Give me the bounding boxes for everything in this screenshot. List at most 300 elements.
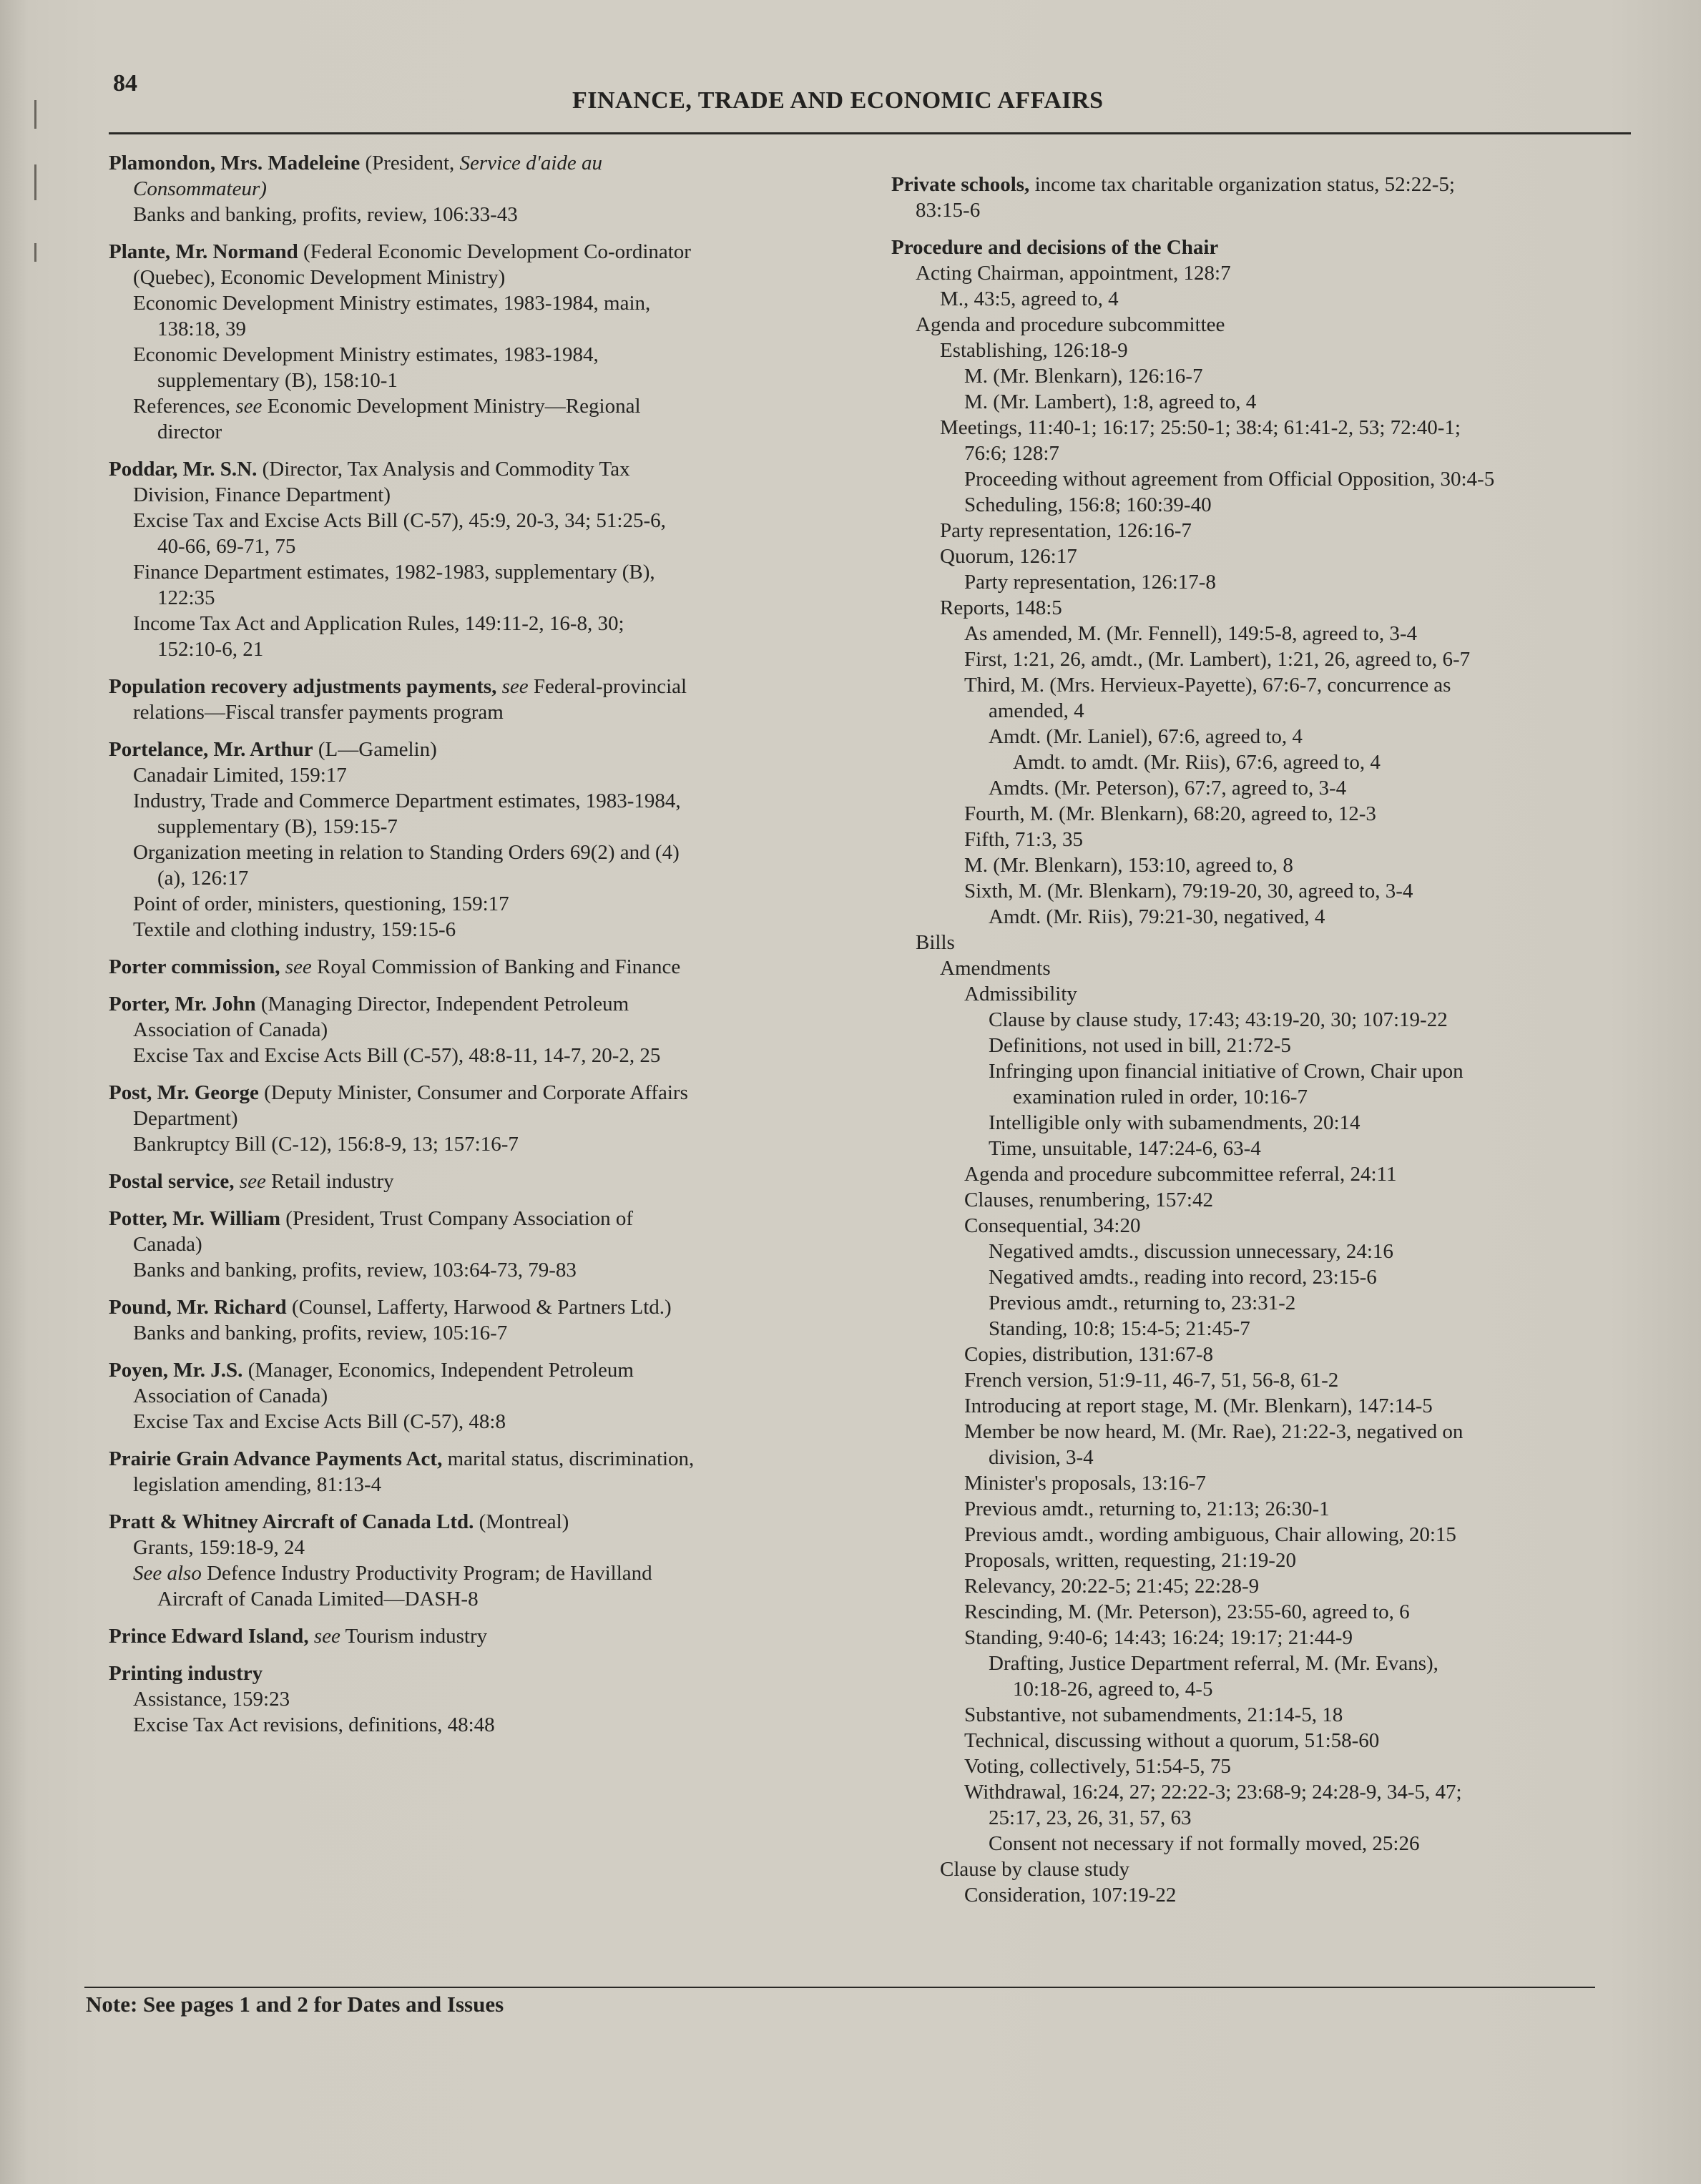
entry-text: Negatived amdts., discussion unnecessary, 24:16 [989, 1240, 1393, 1263]
index-subentry-line [891, 1728, 1635, 1753]
entry-text: Clause by clause study, 17:43; 43:19-20, 30; 107:19-22 [989, 1008, 1448, 1031]
entry-text: Agenda and procedure subcommittee referral, 24:11 [964, 1163, 1397, 1186]
entry-text: Standing, 9:40-6; 14:43; 16:24; 19:17; 21:44-9 [964, 1626, 1353, 1649]
entry-heading: Plante, Mr. Normand [109, 240, 298, 263]
index-subentry-line [891, 1058, 1635, 1084]
index-entry [109, 1446, 867, 1497]
index-subentry-line [109, 917, 867, 943]
index-subentry-line [109, 419, 867, 445]
entry-heading: Procedure and decisions of the Chair [891, 236, 1219, 259]
entry-text: Assistance, 159:23 [133, 1688, 290, 1711]
index-subentry-line [891, 775, 1635, 801]
index-subentry-line [891, 492, 1635, 518]
index-subentry-line [109, 1686, 867, 1712]
entry-text: Grants, 159:18-9, 24 [133, 1536, 305, 1559]
entry-text: Tourism industry [340, 1625, 488, 1648]
index-heading-line [109, 1446, 867, 1472]
index-subentry-line [109, 342, 867, 368]
entry-text: Drafting, Justice Department referral, M. (Mr. Evans), [989, 1652, 1438, 1675]
entry-text: Amdt. (Mr. Riis), 79:21-30, negatived, 4 [989, 905, 1325, 928]
entry-text: Party representation, 126:17-8 [964, 571, 1216, 594]
entry-text: Division, Finance Department) [133, 483, 391, 506]
index-subentry-line [891, 852, 1635, 878]
entry-text: Definitions, not used in bill, 21:72-5 [989, 1034, 1291, 1057]
index-heading-line [109, 1206, 867, 1231]
index-subentry-line [891, 1239, 1635, 1264]
entry-text: 10:18-26, agreed to, 4-5 [1013, 1678, 1213, 1701]
index-subentry-line [891, 1753, 1635, 1779]
entry-heading: Poyen, Mr. J.S. [109, 1359, 243, 1382]
entry-text: (Federal Economic Development Co-ordinator [298, 240, 691, 263]
entry-text: Time, unsuitable, 147:24-6, 63-4 [989, 1137, 1261, 1160]
entry-text: (Managing Director, Independent Petroleum [255, 993, 629, 1015]
index-subentry-line [109, 1560, 867, 1586]
index-subentry-line [891, 1264, 1635, 1290]
index-subentry-line [109, 508, 867, 533]
entry-text: Introducing at report stage, M. (Mr. Blenkarn), 147:14-5 [964, 1394, 1433, 1417]
index-subentry-line [891, 1676, 1635, 1702]
entry-text: 76:6; 128:7 [964, 442, 1059, 465]
entry-text: Agenda and procedure subcommittee [916, 313, 1225, 336]
entry-text: see [239, 1170, 266, 1193]
entry-text: Clause by clause study [940, 1858, 1129, 1881]
index-subentry-line [891, 1419, 1635, 1445]
index-heading-line [109, 1080, 867, 1106]
index-subentry-line [109, 482, 867, 508]
index-subentry-line [109, 176, 867, 202]
entry-text: Defence Industry Productivity Program; de Havilland [201, 1562, 652, 1585]
entry-text [280, 955, 285, 978]
index-entry [109, 737, 867, 943]
index-subentry-line [109, 1535, 867, 1560]
index-entry [109, 1206, 867, 1283]
entry-text: Department) [133, 1107, 238, 1130]
index-subentry-line [109, 393, 867, 419]
index-heading-line [109, 991, 867, 1017]
index-subentry-line [891, 698, 1635, 724]
entry-text: Infringing upon financial initiative of Crown, Chair upon [989, 1060, 1464, 1083]
entry-text: Association of Canada) [133, 1384, 328, 1407]
index-subentry-line [109, 1586, 867, 1612]
entry-text: Economic Development Ministry estimates, 1983-1984, [133, 343, 599, 366]
index-subentry-line [891, 1625, 1635, 1651]
entry-text: legislation amending, 81:13-4 [133, 1473, 382, 1496]
index-subentry-line [891, 1367, 1635, 1393]
entry-text: Amdt. to amdt. (Mr. Riis), 67:6, agreed to, 4 [1013, 751, 1381, 774]
index-subentry-line [891, 569, 1635, 595]
binding-mark [34, 100, 36, 129]
entry-text: Previous amdt., returning to, 23:31-2 [989, 1292, 1296, 1314]
index-subentry-line [109, 290, 867, 316]
entry-heading: Poddar, Mr. S.N. [109, 458, 258, 481]
index-entry [109, 456, 867, 662]
entry-text: (Director, Tax Analysis and Commodity Tax [257, 458, 630, 481]
entry-text: Finance Department estimates, 1982-1983, supplementary (B), [133, 561, 655, 584]
index-subentry-line [891, 1136, 1635, 1161]
index-subentry-line [109, 1409, 867, 1435]
index-subentry-line [891, 981, 1635, 1007]
index-entry [891, 172, 1635, 223]
index-entry [109, 1357, 867, 1435]
entry-text: Previous amdt., returning to, 21:13; 26:30-1 [964, 1497, 1330, 1520]
index-subentry-line [891, 672, 1635, 698]
entry-text: First, 1:21, 26, amdt., (Mr. Lambert), 1:21, 26, agreed to, 6-7 [964, 648, 1471, 671]
entry-text: Establishing, 126:18-9 [940, 339, 1128, 362]
index-subentry-line [891, 1393, 1635, 1419]
entry-text: Consideration, 107:19-22 [964, 1884, 1177, 1907]
entry-text: Amdts. (Mr. Peterson), 67:7, agreed to, 3-4 [989, 777, 1347, 800]
entry-text: see [501, 675, 529, 698]
index-heading-line [891, 172, 1635, 197]
entry-text: income tax charitable organization status, 52:22-5; [1029, 173, 1455, 196]
index-subentry-line [109, 1472, 867, 1497]
index-subentry-line [891, 543, 1635, 569]
entry-text: Industry, Trade and Commerce Department estimates, 1983-1984, [133, 790, 681, 812]
index-subentry-line [891, 1882, 1635, 1908]
index-subentry-line [109, 788, 867, 814]
entry-text: Amdt. (Mr. Laniel), 67:6, agreed to, 4 [989, 725, 1303, 748]
index-subentry-line [891, 1651, 1635, 1676]
entry-text: Consommateur) [133, 177, 267, 200]
entry-text: Textile and clothing industry, 159:15-6 [133, 918, 456, 941]
entry-text: Excise Tax and Excise Acts Bill (C-57), 48:8 [133, 1410, 506, 1433]
index-entry [109, 1623, 867, 1649]
entry-text: Banks and banking, profits, review, 105:16-7 [133, 1322, 508, 1344]
index-subentry-line [891, 904, 1635, 930]
entry-text: Retail industry [265, 1170, 394, 1193]
entry-text: (a), 126:17 [157, 867, 249, 890]
entry-text: See also [133, 1562, 202, 1585]
index-subentry-line [891, 415, 1635, 441]
index-subentry-line [891, 827, 1635, 852]
header-rule [109, 132, 1631, 134]
index-subentry-line [891, 1496, 1635, 1522]
index-subentry-line [891, 466, 1635, 492]
entry-text: Bills [916, 931, 955, 954]
entry-text: M. (Mr. Blenkarn), 126:16-7 [964, 365, 1203, 388]
entry-text: M., 43:5, agreed to, 4 [940, 287, 1119, 310]
index-entry [109, 1294, 867, 1346]
entry-heading: Potter, Mr. William [109, 1207, 281, 1230]
index-entry [109, 1661, 867, 1738]
entry-heading: Portelance, Mr. Arthur [109, 738, 313, 761]
index-heading-line [109, 456, 867, 482]
index-subentry-line [891, 1316, 1635, 1342]
index-subentry-line [109, 699, 867, 725]
entry-text: director [157, 420, 222, 443]
index-subentry-line [891, 1007, 1635, 1033]
index-subentry-line [891, 1445, 1635, 1470]
footnote: Note: See pages 1 and 2 for Dates and Issues [86, 1992, 504, 2017]
entry-text: Economic Development Ministry estimates, 1983-1984, main, [133, 292, 651, 315]
index-heading-line [109, 674, 867, 699]
entry-text: Sixth, M. (Mr. Blenkarn), 79:19-20, 30, agreed to, 3-4 [964, 880, 1413, 902]
entry-text: References, [133, 395, 236, 418]
entry-text: Party representation, 126:16-7 [940, 519, 1192, 542]
entry-text: marital status, discrimination, [442, 1447, 695, 1470]
entry-text: Federal-provincial [528, 675, 687, 698]
index-subentry-line [109, 316, 867, 342]
index-subentry-line [891, 801, 1635, 827]
index-subentry-line [891, 389, 1635, 415]
entry-text: French version, 51:9-11, 46-7, 51, 56-8, 61-2 [964, 1369, 1339, 1392]
entry-text: Substantive, not subamendments, 21:14-5, 18 [964, 1703, 1343, 1726]
index-subentry-line [109, 636, 867, 662]
index-subentry-line [891, 363, 1635, 389]
index-entry [109, 1509, 867, 1612]
entry-text: see [313, 1625, 340, 1648]
index-subentry-line [891, 646, 1635, 672]
index-heading-line [109, 737, 867, 762]
entry-text: Income Tax Act and Application Rules, 149:11-2, 16-8, 30; [133, 612, 624, 635]
entry-heading: Post, Mr. George [109, 1081, 259, 1104]
index-subentry-line [891, 878, 1635, 904]
index-subentry-line [891, 441, 1635, 466]
index-subentry-line [109, 265, 867, 290]
index-subentry-line [109, 585, 867, 611]
index-subentry-line [109, 891, 867, 917]
entry-text: Consequential, 34:20 [964, 1214, 1141, 1237]
index-heading-line [109, 1623, 867, 1649]
index-heading-line [109, 150, 867, 176]
index-subentry-line [891, 955, 1635, 981]
index-subentry-line [891, 518, 1635, 543]
entry-text: Voting, collectively, 51:54-5, 75 [964, 1755, 1231, 1778]
index-subentry-line [109, 840, 867, 865]
entry-text: Meetings, 11:40-1; 16:17; 25:50-1; 38:4; 61:41-2, 53; 72:40-1; [940, 416, 1461, 439]
index-subentry-line [891, 1084, 1635, 1110]
index-heading-line [109, 1294, 867, 1320]
index-subentry-line [109, 1043, 867, 1068]
entry-text: 138:18, 39 [157, 318, 247, 340]
index-entry [109, 1080, 867, 1157]
index-subentry-line [891, 621, 1635, 646]
entry-text: Withdrawal, 16:24, 27; 22:22-3; 23:68-9; 24:28-9, 34-5, 47; [964, 1781, 1462, 1804]
entry-text: Copies, distribution, 131:67-8 [964, 1343, 1213, 1366]
index-subentry-line [891, 930, 1635, 955]
entry-text: (L—Gamelin) [313, 738, 437, 761]
entry-text: Negatived amdts., reading into record, 23:15-6 [989, 1266, 1377, 1289]
index-entry [109, 954, 867, 980]
entry-heading: Population recovery adjustments payments, [109, 675, 497, 698]
index-heading-line [109, 1509, 867, 1535]
entry-heading: Pratt & Whitney Aircraft of Canada Ltd. [109, 1510, 474, 1533]
entry-text: Excise Tax and Excise Acts Bill (C-57), 45:9, 20-3, 34; 51:25-6, [133, 509, 666, 532]
index-heading-line [109, 1661, 867, 1686]
index-subentry-line [109, 1106, 867, 1131]
index-subentry-line [891, 197, 1635, 223]
index-subentry-line [109, 1131, 867, 1157]
entry-text: Excise Tax Act revisions, definitions, 48:48 [133, 1713, 495, 1736]
entry-text [235, 1170, 240, 1193]
index-subentry-line [891, 1470, 1635, 1496]
entry-text: examination ruled in order, 10:16-7 [1013, 1086, 1308, 1108]
entry-text: Banks and banking, profits, review, 103:64-73, 79-83 [133, 1259, 577, 1282]
entry-text: Scheduling, 156:8; 160:39-40 [964, 493, 1212, 516]
entry-text: Minister's proposals, 13:16-7 [964, 1472, 1206, 1495]
entry-text: Quorum, 126:17 [940, 545, 1077, 568]
entry-text: Point of order, ministers, questioning, 159:17 [133, 892, 509, 915]
index-subentry-line [891, 260, 1635, 286]
index-subentry-line [891, 749, 1635, 775]
entry-text: M. (Mr. Lambert), 1:8, agreed to, 4 [964, 390, 1257, 413]
entry-text: Member be now heard, M. (Mr. Rae), 21:22-3, negatived on [964, 1420, 1464, 1443]
entry-text: division, 3-4 [989, 1446, 1094, 1469]
entry-text: (President, [360, 152, 460, 174]
entry-heading: Porter commission, [109, 955, 280, 978]
entry-text: relations—Fiscal transfer payments program [133, 701, 504, 724]
entry-heading: Pound, Mr. Richard [109, 1296, 287, 1319]
entry-text: Service d'aide au [459, 152, 603, 174]
index-heading-line [109, 239, 867, 265]
entry-text: Bankruptcy Bill (C-12), 156:8-9, 13; 157:16-7 [133, 1133, 519, 1156]
entry-text: Economic Development Ministry—Regional [262, 395, 641, 418]
entry-text: amended, 4 [989, 699, 1084, 722]
entry-text: Excise Tax and Excise Acts Bill (C-57), 48:8-11, 14-7, 20-2, 25 [133, 1044, 661, 1067]
index-subentry-line [109, 202, 867, 227]
entry-text: Organization meeting in relation to Standing Orders 69(2) and (4) [133, 841, 680, 864]
index-subentry-line [891, 1290, 1635, 1316]
entry-text: see [285, 955, 312, 978]
index-column-left [109, 150, 867, 1749]
index-subentry-line [109, 1017, 867, 1043]
entry-text: supplementary (B), 159:15-7 [157, 815, 398, 838]
index-entry [891, 235, 1635, 1908]
entry-text: Royal Commission of Banking and Finance [311, 955, 681, 978]
entry-text: Association of Canada) [133, 1018, 328, 1041]
entry-text: Acting Chairman, appointment, 128:7 [916, 262, 1231, 285]
entry-heading: Postal service, [109, 1170, 235, 1193]
index-entry [109, 991, 867, 1068]
index-subentry-line [891, 1805, 1635, 1831]
entry-text: Relevancy, 20:22-5; 21:45; 22:28-9 [964, 1575, 1260, 1598]
index-subentry-line [891, 1187, 1635, 1213]
entry-text: Canadair Limited, 159:17 [133, 764, 347, 787]
index-subentry-line [891, 312, 1635, 338]
entry-heading: Prairie Grain Advance Payments Act, [109, 1447, 443, 1470]
entry-text: (Quebec), Economic Development Ministry) [133, 266, 506, 289]
binding-mark [34, 243, 36, 262]
entry-text: (Deputy Minister, Consumer and Corporate Affairs [258, 1081, 688, 1104]
entry-heading: Porter, Mr. John [109, 993, 256, 1015]
entry-text: Third, M. (Mrs. Hervieux-Payette), 67:6-7, concurrence as [964, 674, 1451, 697]
entry-text: Rescinding, M. (Mr. Peterson), 23:55-60, agreed to, 6 [964, 1600, 1410, 1623]
index-subentry-line [891, 1213, 1635, 1239]
entry-heading: Private schools, [891, 173, 1030, 196]
index-entry [109, 150, 867, 227]
running-head: FINANCE, TRADE AND ECONOMIC AFFAIRS [572, 87, 1104, 114]
index-subentry-line [891, 595, 1635, 621]
index-subentry-line [891, 1831, 1635, 1856]
index-subentry-line [109, 1383, 867, 1409]
index-subentry-line [891, 1342, 1635, 1367]
index-subentry-line [891, 286, 1635, 312]
entry-text: Amendments [940, 957, 1051, 980]
index-subentry-line [891, 724, 1635, 749]
index-subentry-line [891, 1573, 1635, 1599]
index-subentry-line [891, 1856, 1635, 1882]
entry-text: supplementary (B), 158:10-1 [157, 369, 398, 392]
index-subentry-line [109, 533, 867, 559]
entry-text: Previous amdt., wording ambiguous, Chair allowing, 20:15 [964, 1523, 1456, 1546]
index-subentry-line [109, 559, 867, 585]
entry-text [496, 675, 501, 698]
entry-text: (Counsel, Lafferty, Harwood & Partners Ltd.) [286, 1296, 672, 1319]
entry-text: Proceeding without agreement from Official Opposition, 30:4-5 [964, 468, 1495, 491]
entry-text: Intelligible only with subamendments, 20:14 [989, 1111, 1361, 1134]
entry-text: see [235, 395, 263, 418]
index-heading-line [109, 954, 867, 980]
entry-text: Consent not necessary if not formally moved, 25:26 [989, 1832, 1420, 1855]
index-subentry-line [891, 1110, 1635, 1136]
page-number: 84 [113, 70, 137, 97]
index-heading-line [109, 1357, 867, 1383]
entry-text: Reports, 148:5 [940, 596, 1062, 619]
index-subentry-line [891, 338, 1635, 363]
entry-text: Proposals, written, requesting, 21:19-20 [964, 1549, 1296, 1572]
entry-text: 83:15-6 [916, 199, 981, 222]
entry-text: M. (Mr. Blenkarn), 153:10, agreed to, 8 [964, 854, 1293, 877]
entry-text: Clauses, renumbering, 157:42 [964, 1189, 1213, 1211]
entry-text: 25:17, 23, 26, 31, 57, 63 [989, 1806, 1192, 1829]
index-subentry-line [891, 1033, 1635, 1058]
entry-text: Admissibility [964, 983, 1077, 1005]
index-subentry-line [891, 1702, 1635, 1728]
entry-text: Aircraft of Canada Limited—DASH-8 [157, 1588, 479, 1610]
index-subentry-line [891, 1779, 1635, 1805]
index-subentry-line [891, 1599, 1635, 1625]
entry-text: Fifth, 71:3, 35 [964, 828, 1083, 851]
index-subentry-line [109, 1712, 867, 1738]
index-subentry-line [109, 1231, 867, 1257]
index-subentry-line [109, 814, 867, 840]
entry-heading: Plamondon, Mrs. Madeleine [109, 152, 361, 174]
entry-text: 152:10-6, 21 [157, 638, 264, 661]
entry-text: Canada) [133, 1233, 202, 1256]
entry-text: (President, Trust Company Association of [280, 1207, 634, 1230]
index-subentry-line [891, 1522, 1635, 1548]
entry-text: (Montreal) [474, 1510, 569, 1533]
index-entry [109, 239, 867, 445]
index-subentry-line [109, 1320, 867, 1346]
index-subentry-line [109, 368, 867, 393]
index-subentry-line [109, 611, 867, 636]
footer-rule [84, 1987, 1595, 1988]
entry-heading: Printing industry [109, 1662, 263, 1685]
entry-text: 122:35 [157, 586, 215, 609]
index-entry [109, 1169, 867, 1194]
entry-text: (Manager, Economics, Independent Petroleum [242, 1359, 634, 1382]
index-entry [109, 674, 867, 725]
binding-mark [34, 164, 36, 200]
index-heading-line [109, 1169, 867, 1194]
index-subentry-line [109, 762, 867, 788]
index-heading-line [891, 235, 1635, 260]
index-subentry-line [891, 1548, 1635, 1573]
entry-text: As amended, M. (Mr. Fennell), 149:5-8, agreed to, 3-4 [964, 622, 1418, 645]
entry-text: Technical, discussing without a quorum, 51:58-60 [964, 1729, 1380, 1752]
entry-heading: Prince Edward Island, [109, 1625, 309, 1648]
entry-text: Fourth, M. (Mr. Blenkarn), 68:20, agreed to, 12-3 [964, 802, 1376, 825]
index-subentry-line [109, 1257, 867, 1283]
entry-text: Banks and banking, profits, review, 106:33-43 [133, 203, 518, 226]
entry-text [309, 1625, 314, 1648]
index-subentry-line [109, 865, 867, 891]
index-column-right [891, 172, 1635, 1919]
entry-text: Standing, 10:8; 15:4-5; 21:45-7 [989, 1317, 1250, 1340]
index-subentry-line [891, 1161, 1635, 1187]
entry-text: 40-66, 69-71, 75 [157, 535, 296, 558]
